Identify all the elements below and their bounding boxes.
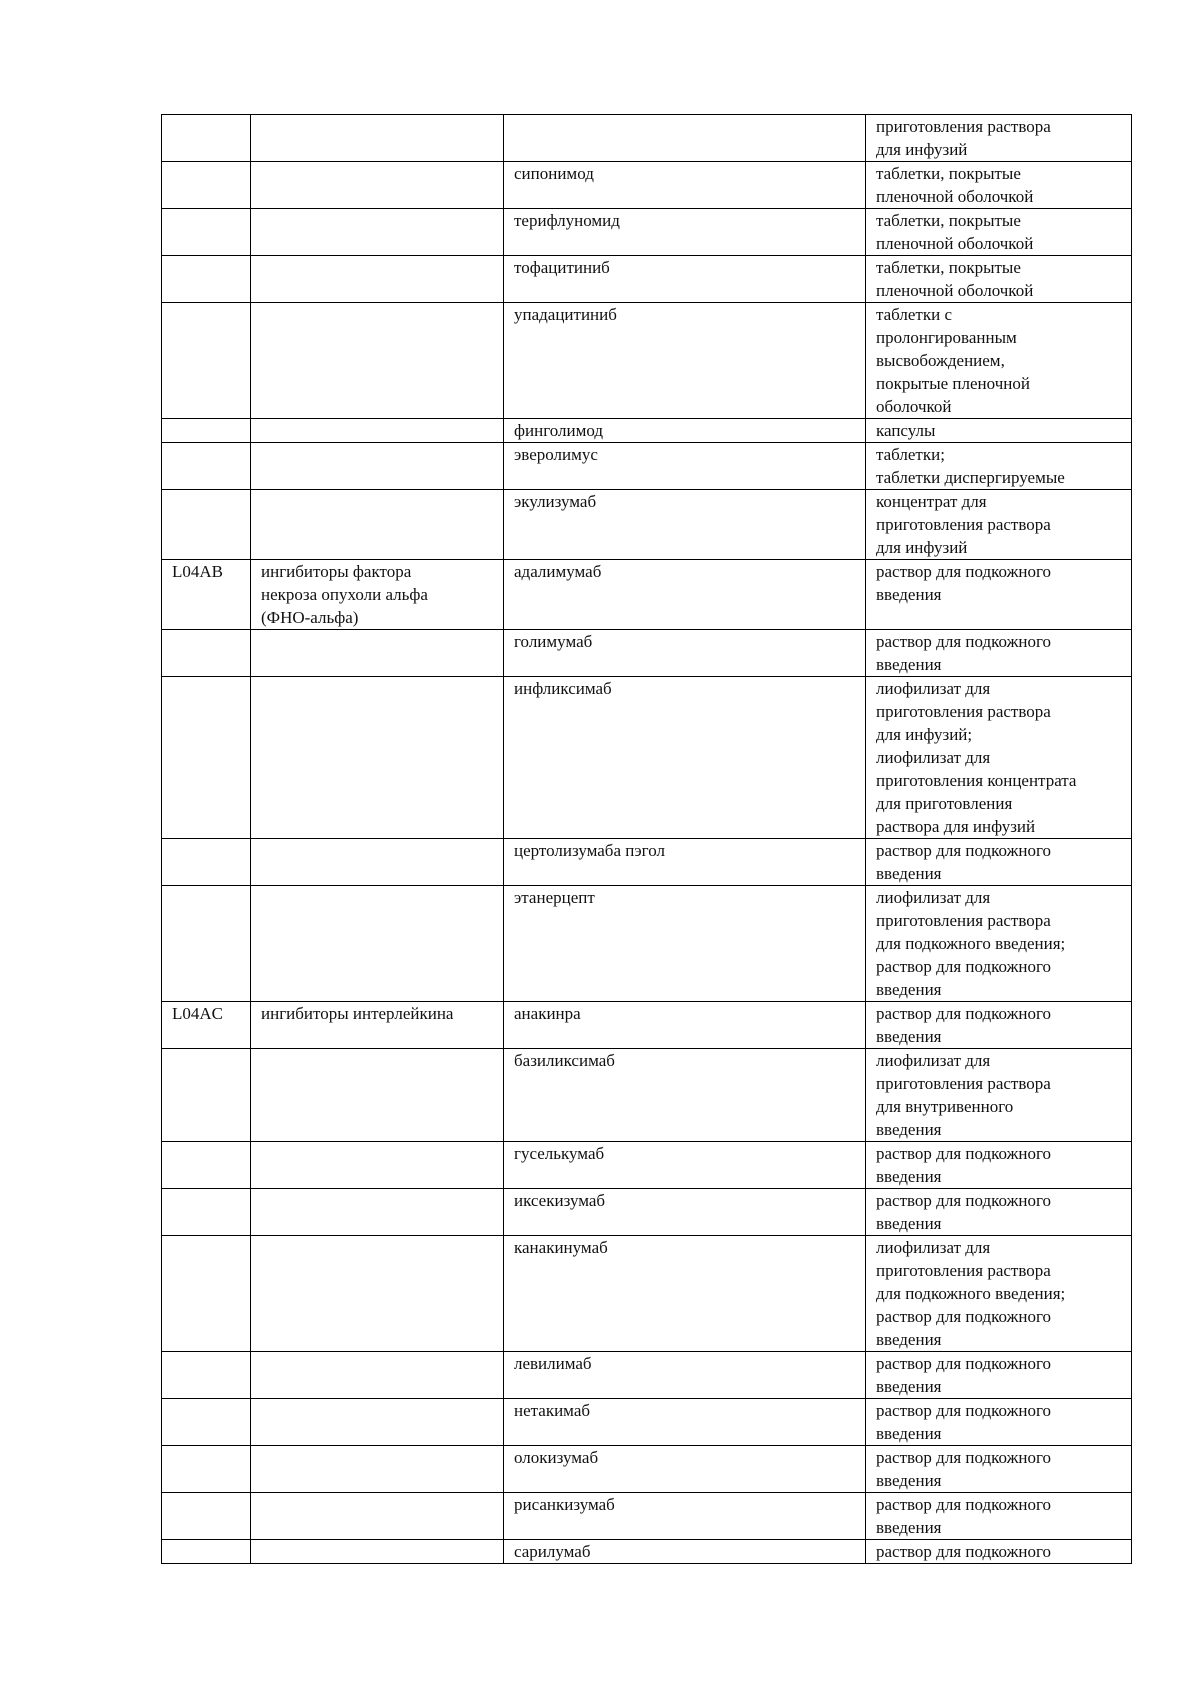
drug-table xyxy=(161,114,1132,1564)
group-name-cell xyxy=(251,1352,504,1399)
dosage-form-cell: раствор для подкожного введения xyxy=(866,560,1132,630)
table-row xyxy=(162,1236,1132,1352)
atc-code-cell xyxy=(162,303,251,419)
table-row xyxy=(162,1142,1132,1189)
group-name-cell: ингибиторы фактора некроза опухоли альфа (ФНО-альфа) xyxy=(251,560,504,630)
atc-code-cell xyxy=(162,209,251,256)
table-row xyxy=(162,1399,1132,1446)
dosage-form-cell: капсулы xyxy=(866,419,1132,443)
table-row xyxy=(162,1493,1132,1540)
table-row xyxy=(162,560,1132,630)
table-row xyxy=(162,443,1132,490)
dosage-form-cell: раствор для подкожного введения xyxy=(866,839,1132,886)
drug-name-cell: левилимаб xyxy=(504,1352,866,1399)
dosage-form-cell: раствор для подкожного введения xyxy=(866,1352,1132,1399)
table-row xyxy=(162,677,1132,839)
drug-name-cell: сипонимод xyxy=(504,162,866,209)
group-name-cell xyxy=(251,1493,504,1540)
drug-name-cell: упадацитиниб xyxy=(504,303,866,419)
table-row xyxy=(162,1446,1132,1493)
table-row xyxy=(162,303,1132,419)
group-name-cell xyxy=(251,1236,504,1352)
atc-code-cell xyxy=(162,162,251,209)
atc-code-cell xyxy=(162,490,251,560)
drug-name-cell: голимумаб xyxy=(504,630,866,677)
drug-name-cell: олокизумаб xyxy=(504,1446,866,1493)
drug-name-cell: тофацитиниб xyxy=(504,256,866,303)
drug-name-cell: экулизумаб xyxy=(504,490,866,560)
drug-name-cell: нетакимаб xyxy=(504,1399,866,1446)
dosage-form-cell: концентрат для приготовления раствора для инфузий xyxy=(866,490,1132,560)
group-name-cell xyxy=(251,839,504,886)
atc-code-cell xyxy=(162,1189,251,1236)
atc-code-cell xyxy=(162,839,251,886)
atc-code-cell xyxy=(162,115,251,162)
group-name-cell xyxy=(251,1142,504,1189)
dosage-form-cell: лиофилизат для приготовления раствора для инфузий; лиофилизат для приготовления концентрата для приготовления раствора для инфузий xyxy=(866,677,1132,839)
atc-code-cell xyxy=(162,677,251,839)
atc-code-cell xyxy=(162,1493,251,1540)
table-row xyxy=(162,1189,1132,1236)
dosage-form-cell: раствор для подкожного введения xyxy=(866,1446,1132,1493)
dosage-form-cell: раствор для подкожного введения xyxy=(866,630,1132,677)
group-name-cell xyxy=(251,886,504,1002)
table-row xyxy=(162,1002,1132,1049)
atc-code-cell xyxy=(162,1236,251,1352)
table-row xyxy=(162,256,1132,303)
drug-name-cell: цертолизумаба пэгол xyxy=(504,839,866,886)
atc-code-cell xyxy=(162,443,251,490)
dosage-form-cell: раствор для подкожного введения xyxy=(866,1142,1132,1189)
dosage-form-cell: приготовления раствора для инфузий xyxy=(866,115,1132,162)
drug-name-cell: иксекизумаб xyxy=(504,1189,866,1236)
drug-name-cell: рисанкизумаб xyxy=(504,1493,866,1540)
table-row xyxy=(162,1352,1132,1399)
dosage-form-cell: раствор для подкожного xyxy=(866,1540,1132,1564)
dosage-form-cell: раствор для подкожного введения xyxy=(866,1002,1132,1049)
atc-code-cell xyxy=(162,1352,251,1399)
table-row xyxy=(162,1540,1132,1564)
dosage-form-cell: раствор для подкожного введения xyxy=(866,1399,1132,1446)
group-name-cell xyxy=(251,1446,504,1493)
dosage-form-cell: раствор для подкожного введения xyxy=(866,1493,1132,1540)
group-name-cell xyxy=(251,677,504,839)
drug-name-cell: канакинумаб xyxy=(504,1236,866,1352)
dosage-form-cell: таблетки, покрытые пленочной оболочкой xyxy=(866,162,1132,209)
drug-name-cell: терифлуномид xyxy=(504,209,866,256)
table-row xyxy=(162,630,1132,677)
drug-name-cell: базиликсимаб xyxy=(504,1049,866,1142)
atc-code-cell xyxy=(162,256,251,303)
group-name-cell xyxy=(251,1049,504,1142)
drug-name-cell xyxy=(504,115,866,162)
group-name-cell xyxy=(251,162,504,209)
group-name-cell xyxy=(251,256,504,303)
group-name-cell xyxy=(251,209,504,256)
drug-name-cell: этанерцепт xyxy=(504,886,866,1002)
dosage-form-cell: таблетки, покрытые пленочной оболочкой xyxy=(866,256,1132,303)
table-row xyxy=(162,162,1132,209)
atc-code-cell xyxy=(162,419,251,443)
atc-code-cell: L04AC xyxy=(162,1002,251,1049)
table-row xyxy=(162,839,1132,886)
group-name-cell xyxy=(251,443,504,490)
table-row xyxy=(162,209,1132,256)
drug-name-cell: сарилумаб xyxy=(504,1540,866,1564)
dosage-form-cell: таблетки; таблетки диспергируемые xyxy=(866,443,1132,490)
table-row xyxy=(162,419,1132,443)
group-name-cell xyxy=(251,490,504,560)
atc-code-cell xyxy=(162,1049,251,1142)
group-name-cell xyxy=(251,630,504,677)
drug-name-cell: адалимумаб xyxy=(504,560,866,630)
table-row xyxy=(162,1049,1132,1142)
group-name-cell xyxy=(251,1399,504,1446)
group-name-cell xyxy=(251,303,504,419)
drug-name-cell: инфликсимаб xyxy=(504,677,866,839)
dosage-form-cell: лиофилизат для приготовления раствора для подкожного введения; раствор для подкожного введения xyxy=(866,1236,1132,1352)
table-row xyxy=(162,115,1132,162)
drug-name-cell: финголимод xyxy=(504,419,866,443)
group-name-cell: ингибиторы интерлейкина xyxy=(251,1002,504,1049)
atc-code-cell xyxy=(162,1540,251,1564)
dosage-form-cell: лиофилизат для приготовления раствора для подкожного введения; раствор для подкожного введения xyxy=(866,886,1132,1002)
group-name-cell xyxy=(251,1540,504,1564)
table-row xyxy=(162,490,1132,560)
drug-name-cell: анакинра xyxy=(504,1002,866,1049)
atc-code-cell: L04AB xyxy=(162,560,251,630)
group-name-cell xyxy=(251,115,504,162)
atc-code-cell xyxy=(162,1399,251,1446)
dosage-form-cell: таблетки с пролонгированным высвобождением, покрытые пленочной оболочкой xyxy=(866,303,1132,419)
atc-code-cell xyxy=(162,886,251,1002)
dosage-form-cell: раствор для подкожного введения xyxy=(866,1189,1132,1236)
table-body xyxy=(162,115,1132,1564)
table-row xyxy=(162,886,1132,1002)
group-name-cell xyxy=(251,1189,504,1236)
atc-code-cell xyxy=(162,1446,251,1493)
dosage-form-cell: таблетки, покрытые пленочной оболочкой xyxy=(866,209,1132,256)
drug-name-cell: гуселькумаб xyxy=(504,1142,866,1189)
drug-name-cell: эверолимус xyxy=(504,443,866,490)
dosage-form-cell: лиофилизат для приготовления раствора для внутривенного введения xyxy=(866,1049,1132,1142)
atc-code-cell xyxy=(162,1142,251,1189)
atc-code-cell xyxy=(162,630,251,677)
group-name-cell xyxy=(251,419,504,443)
